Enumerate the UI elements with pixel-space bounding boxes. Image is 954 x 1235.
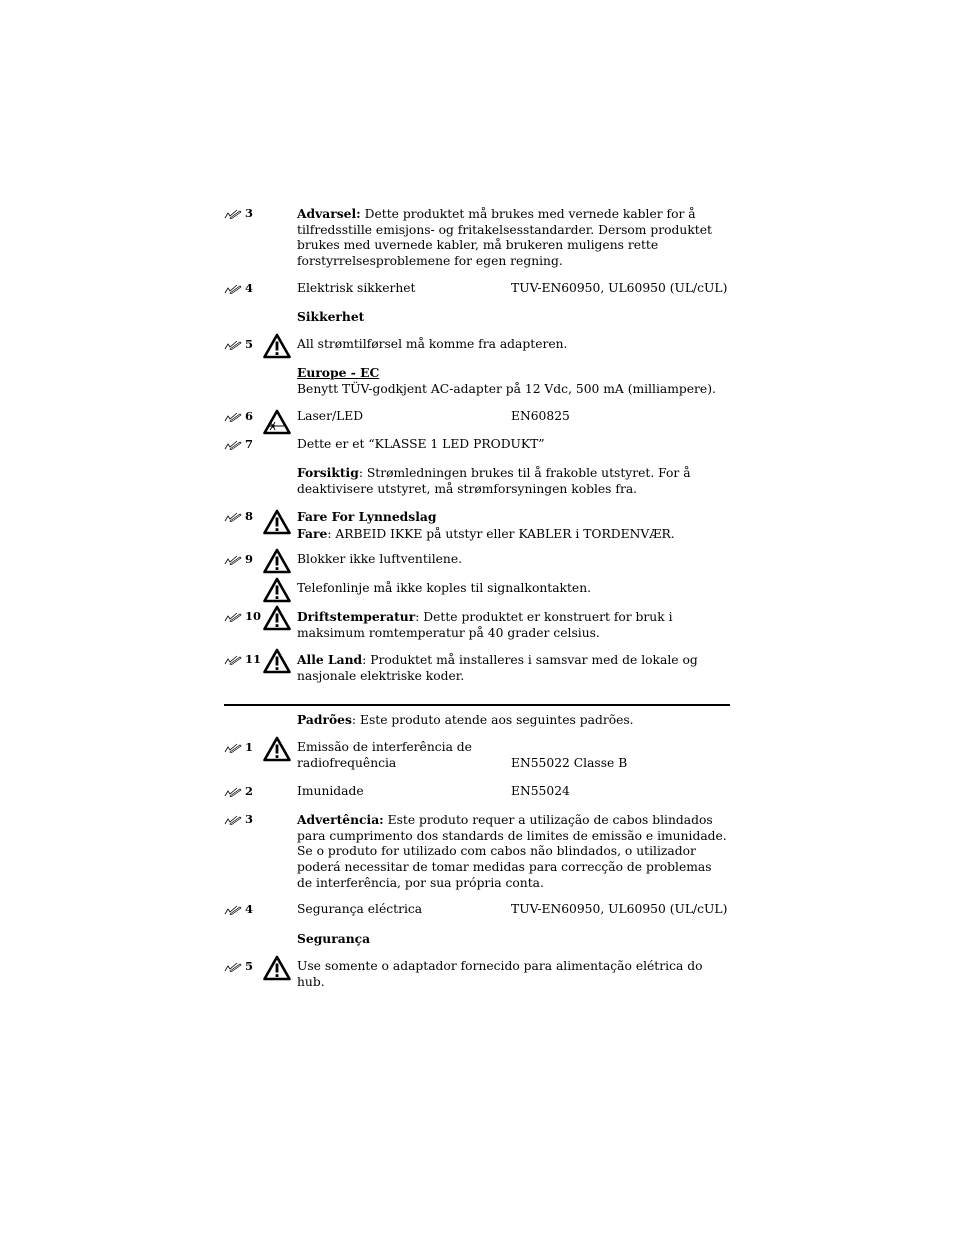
margin-mark: 1: [224, 740, 264, 756]
margin-mark: 5: [224, 337, 264, 353]
laser-warning-icon: [263, 409, 291, 435]
item-text: [297, 509, 730, 542]
margin-mark: 10: [224, 609, 264, 625]
pencil-check-icon: [224, 209, 242, 219]
item-text: Blokker ikke luftventilene.: [297, 552, 463, 566]
pencil-check-icon: [224, 612, 242, 622]
pencil-check-icon: [224, 787, 242, 797]
warning-triangle-icon: [263, 736, 291, 762]
item-text: [297, 609, 730, 641]
item-text: Use somente o adaptador fornecido para alimentação elétrica do hub.: [297, 959, 703, 989]
item-body: : Dette produktet er konstruert for bruk i maksimum romtemperatur på 40 grader celsius.: [297, 610, 673, 640]
item-label-line2: radiofrequência: [297, 755, 397, 770]
standards-title: Padrões: [297, 712, 352, 727]
caution-title: Forsiktig: [297, 465, 359, 480]
pencil-check-icon: [224, 512, 242, 522]
margin-mark: 3: [224, 812, 264, 828]
warning-triangle-icon: [263, 333, 291, 359]
item-value: EN55024: [511, 784, 570, 798]
margin-mark: 5: [224, 959, 264, 975]
item-value: EN55022 Classe B: [511, 755, 628, 770]
section-divider: [224, 704, 730, 706]
pencil-check-icon: [224, 412, 242, 422]
pencil-check-icon: [224, 440, 242, 450]
pencil-check-icon: [224, 905, 242, 915]
item-label: Fare: [297, 525, 328, 541]
pencil-check-icon: [224, 962, 242, 972]
item-label: Elektrisk sikkerhet: [297, 281, 416, 295]
pencil-check-icon: [224, 655, 242, 665]
section-heading: Sikkerhet: [297, 309, 365, 324]
margin-mark: 2: [224, 784, 264, 800]
pencil-check-icon: [224, 284, 242, 294]
margin-mark: 4: [224, 902, 264, 918]
item-value: TUV-EN60950, UL60950 (UL/cUL): [511, 281, 728, 295]
pencil-check-icon: [224, 743, 242, 753]
margin-mark: 8: [224, 509, 264, 525]
caution-body: : Strømledningen brukes til å frakoble utstyret. For å deaktivisere utstyret, må strømforsyningen kobles fra.: [297, 466, 691, 496]
warning-triangle-icon: [263, 648, 291, 674]
item-title: Fare For Lynnedslag: [297, 509, 437, 524]
margin-mark: 11: [224, 652, 264, 668]
item-body: : ARBEID IKKE på utstyr eller KABLER i TORDENVÆR.: [327, 526, 675, 541]
item-body: : Produktet må installeres i samsvar med de lokale og nasjonale elektriske koder.: [297, 653, 698, 683]
item-text: [297, 652, 730, 684]
item-text: [297, 206, 730, 270]
item-text: Dette er et “KLASSE 1 LED PRODUKT”: [297, 437, 545, 451]
item-value: EN60825: [511, 409, 570, 423]
pencil-check-icon: [224, 340, 242, 350]
item-label: Segurança eléctrica: [297, 902, 423, 916]
warning-triangle-icon: [263, 955, 291, 981]
warning-triangle-icon: [263, 605, 291, 631]
pencil-check-icon: [224, 815, 242, 825]
warning-triangle-icon: [263, 577, 291, 603]
warning-triangle-icon: [263, 509, 291, 535]
item-text: [297, 812, 730, 892]
margin-mark: 9: [224, 552, 264, 568]
standards-body: : Este produto atende aos seguintes padrões.: [351, 713, 634, 727]
europe-heading: Europe - EC: [297, 365, 380, 380]
item-body: Este produto requer a utilização de cabos blindados para cumprimento dos standards de limites de emissão e imunidade. Se o produto for utilizado com cabos não blindados, o utilizador poderá necessitar de tomar medidas para correcção de problemas de interferência, por sua própria conta.: [297, 813, 727, 890]
section-heading: Segurança: [297, 931, 371, 946]
item-title: Driftstemperatur: [297, 609, 416, 624]
margin-mark: 6: [224, 409, 264, 425]
item-text: Telefonlinje må ikke koples til signalkontakten.: [297, 581, 592, 595]
item-label-line1: Emissão de interferência de: [297, 740, 472, 754]
item-value: TUV-EN60950, UL60950 (UL/cUL): [511, 902, 728, 916]
warning-triangle-icon: [263, 548, 291, 574]
item-label: Laser/LED: [297, 409, 364, 423]
item-title: Advertência:: [297, 812, 384, 827]
europe-text: Benytt TÜV-godkjent AC-adapter på 12 Vdc, 500 mA (milliampere).: [297, 381, 716, 396]
item-body: Dette produktet må brukes med vernede kabler for å tilfredsstille emisjons- og fritakelsesstandarder. Dersom produktet brukes med uvernede kabler, må brukeren muligens rette forstyrrelsesproblemene for egen regning.: [297, 207, 712, 269]
item-text: All strømtilførsel må komme fra adapteren.: [297, 337, 568, 351]
item-title: Advarsel:: [297, 206, 361, 221]
margin-mark: 3: [224, 206, 264, 222]
margin-mark: 4: [224, 281, 264, 297]
margin-mark: 7: [224, 437, 264, 453]
pencil-check-icon: [224, 555, 242, 565]
item-label: Imunidade: [297, 784, 364, 798]
item-title: Alle Land: [297, 652, 363, 667]
